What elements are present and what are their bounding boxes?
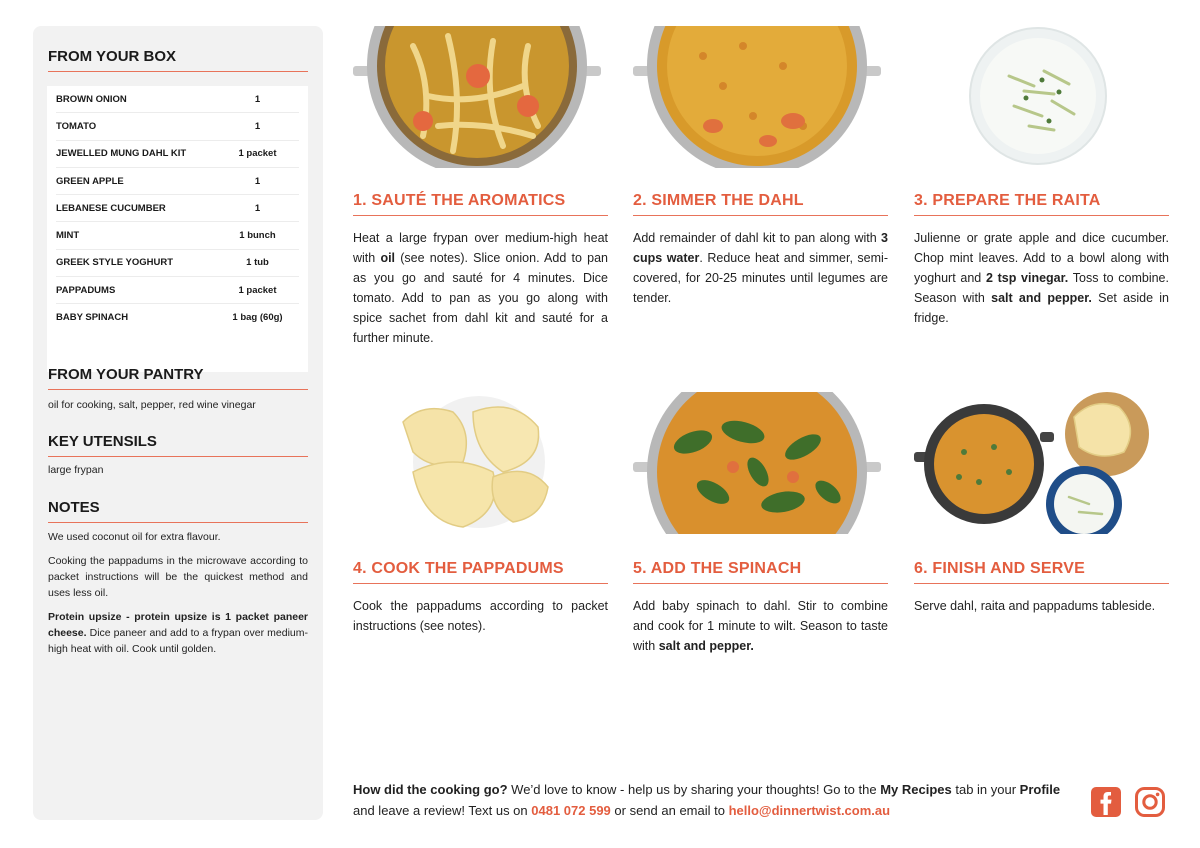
ingredient-name: BABY SPINACH [56,312,129,324]
step-6-title: 6. FINISH AND SERVE [914,560,1169,584]
step-1-text [353,228,608,348]
footer-text: or send an email to [610,803,729,818]
note-3-bold: Protein upsize - protein upsize is 1 packet paneer cheese. [48,611,308,639]
step-3-image [914,26,1162,168]
ingredient-name: LEBANESE CUCUMBER [56,202,166,214]
ingredient-qty: 1 [254,175,261,187]
table-row [56,141,299,168]
notes-heading: NOTES [48,499,308,523]
notes-body [48,529,308,665]
from-your-pantry-heading: FROM YOUR PANTRY [48,366,308,390]
step-2-title: 2. SIMMER THE DAHL [633,192,888,216]
step-6-text: Serve dahl, raita and pappadums tableside. [914,599,1156,613]
ingredient-name: BROWN ONION [56,93,127,105]
ingredient-qty: 1 bag (60g) [232,312,283,324]
step-3-title: 3. PREPARE THE RAITA [914,192,1169,216]
footer-text: tab in your [951,782,1020,797]
step-5-text [633,596,888,656]
ingredient-name: GREEN APPLE [56,175,124,187]
step-1-title: 1. SAUTÉ THE AROMATICS [353,192,608,216]
feedback-footer [353,779,1073,821]
ingredient-name: TOMATO [56,120,97,132]
step-5-title: 5. ADD THE SPINACH [633,560,888,584]
from-your-box-heading: FROM YOUR BOX [48,48,308,72]
table-row [56,113,299,140]
step-3-text-bold: 2 tsp vinegar. [985,271,1069,285]
ingredient-qty: 1 [254,93,261,105]
step-3-text-part: Set aside in fridge. [914,291,1170,325]
ingredient-name: JEWELLED MUNG DAHL KIT [56,148,187,160]
note-2: Cooking the pappadums in the microwave according to packet instructions will be the quickest method and uses less oil. [48,555,308,599]
footer-text: and leave a review! Text us on [353,803,532,818]
step-5-image [633,392,881,534]
step-5-text-bold: salt and pepper. [658,639,754,653]
step-5-text-part: Add baby spinach to dahl. Stir to combine and cook for 1 minute to wilt. Season to taste with [633,599,888,653]
key-utensils-heading: KEY UTENSILS [48,433,308,457]
footer-question: How did the cooking go? [353,782,508,797]
step-2-text [633,228,888,308]
step-3-text-part: Toss to combine. Season with [914,271,1169,305]
step-4-title: 4. COOK THE PAPPADUMS [353,560,608,584]
box-ingredients-table [47,86,308,372]
step-1-text-part: Heat a large frypan over medium-high heat with [353,231,608,265]
ingredient-qty: 1 bunch [239,230,276,242]
email-link[interactable]: hello@dinnertwist.com.au [728,803,891,818]
ingredient-qty: 1 [254,202,261,214]
table-row [56,304,299,330]
table-row [56,86,299,113]
utensils-text: large frypan [48,464,104,476]
step-1-text-bold: oil [380,251,396,265]
step-1-text-part: (see notes). Slice onion. Add to pan as you go and sauté for 4 minutes. Dice tomato. Add to pan as you go along with spice sachet from dahl kit and sauté for a further minute. [353,251,608,345]
ingredient-qty: 1 packet [238,284,277,296]
step-3-text-part: Julienne or grate apple and dice cucumber. Chop mint leaves. Add to a bowl along with yoghurt and [914,231,1169,285]
step-2-text-part: Add remainder of dahl kit to pan along with [633,231,882,245]
table-row [56,277,299,304]
ingredients-sidebar [33,26,323,820]
step-3-text [914,228,1169,328]
table-row [56,168,299,195]
table-row [56,195,299,222]
ingredient-qty: 1 packet [238,148,277,160]
ingredient-name: GREEK STYLE YOGHURT [56,257,174,269]
note-1: We used coconut oil for extra flavour. [48,531,221,543]
ingredient-qty: 1 tub [246,257,269,269]
profile-link[interactable]: Profile [1019,782,1061,797]
ingredient-name: PAPPADUMS [56,284,116,296]
step-2-text-part: . Reduce heat and simmer, semi-covered, for 20-25 minutes until legumes are tender. [633,251,888,305]
step-1-image [353,26,601,168]
facebook-icon[interactable] [1090,786,1122,818]
step-2-image [633,26,881,168]
my-recipes-link[interactable]: My Recipes [880,782,952,797]
step-6-image [914,392,1162,534]
step-2-text-bold: 3 cups water [633,231,888,265]
pantry-text: oil for cooking, salt, pepper, red wine vinegar [48,399,256,411]
step-4-image [353,392,601,534]
note-3 [48,609,308,657]
ingredient-name: MINT [56,230,80,242]
ingredient-qty: 1 [254,120,261,132]
phone-link[interactable]: 0481 072 599 [531,803,611,818]
step-4-text: Cook the pappadums according to packet instructions (see notes). [353,599,608,633]
instagram-icon[interactable] [1134,786,1166,818]
footer-text: We’d love to know - help us by sharing your thoughts! Go to the [507,782,881,797]
step-3-text-bold: salt and pepper. [991,291,1092,305]
table-row [56,222,299,249]
note-3-rest: Dice paneer and add to a frypan over medium-high heat with oil. Cook until golden. [48,627,308,655]
table-row [56,250,299,277]
